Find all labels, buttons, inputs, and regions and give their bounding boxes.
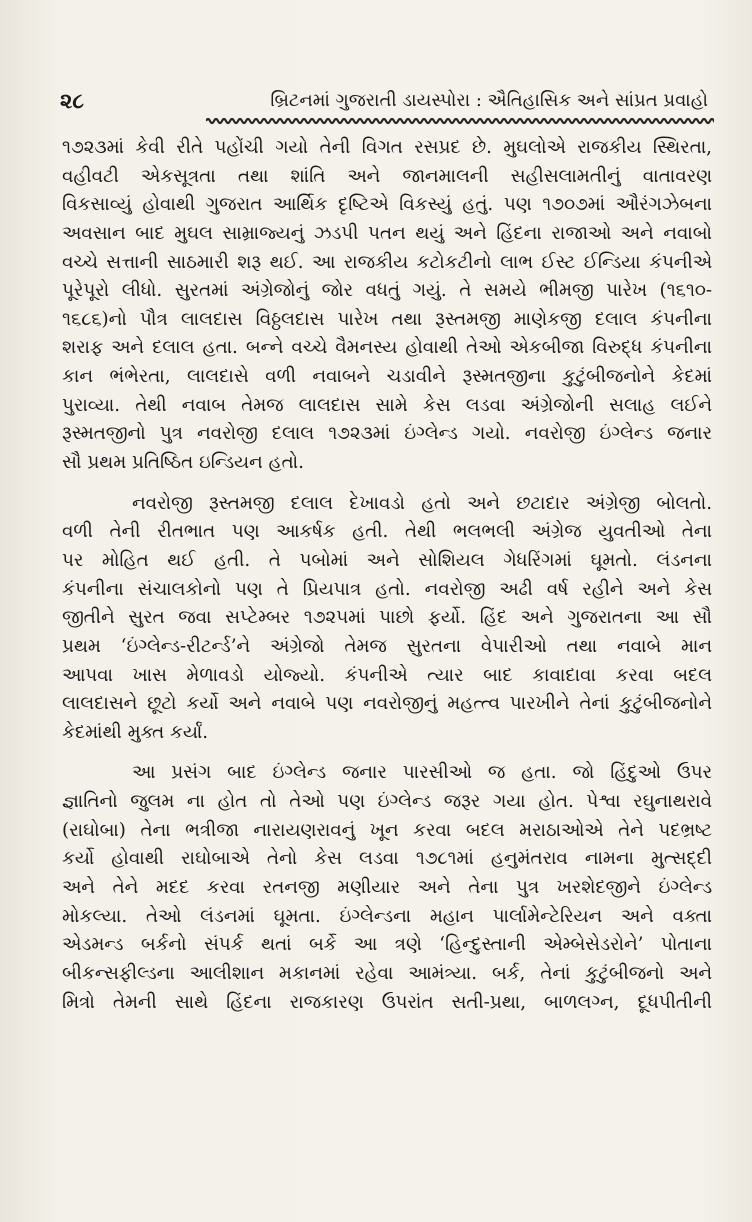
page-header (60, 86, 708, 116)
paragraph-2 (62, 490, 712, 748)
text-line: વચ્ચે સત્તાની સાઠમારી શરૂ થઈ. આ રાજકીય કટોકટીનો લાભ ઈસ્ટ ઈન્ડિયા કંપનીએ (62, 251, 712, 273)
page-number: ૨૮ (60, 88, 84, 113)
text-line: એડમન્ડ બર્કનો સંપર્ક થતાં બર્કે આ ત્રણે ‘હિન્દુસ્તાની એમ્બેસેડરોને’ પોતાના (62, 934, 712, 956)
paragraph-3 (62, 759, 712, 1017)
text-line: ૧૭૨૩માં કેવી રીતે પહોંચી ગયો તેની વિગત રસપ્રદ છે. મુઘલોએ રાજકીય સ્થિરતા, (62, 137, 712, 158)
text-line: વિકસાવ્યું હોવાથી ગુજરાત આર્થિક દૃષ્ટિએ વિકસ્યું હતું. પણ ૧૭૦૭માં ઔરંગઝેબના (62, 194, 712, 216)
text-line: બીકન્સફીલ્ડના આલીશાન મકાનમાં રહેવા આમંત્ર્યા. બર્ક, તેનાં કુટુંબીજનો અને (62, 962, 712, 984)
text-line: અને તેને મદદ કરવા રતનજી મણીયાર અને તેના પુત્ર ખરશેદજીને ઇંગ્લેન્ડ (62, 877, 712, 899)
text-line: જ્ઞાતિનો જુલમ ના હોત તો તેઓ પણ ઇંગ્લેન્ડ જરૂર ગયા હોત. પેશ્વા રઘુનાથરાવે (62, 791, 712, 813)
text-line: જીતીને સુરત જવા સપ્ટેમ્બર ૧૭૨૫માં પાછો ફર્યો. હિંદ અને ગુજરાતના આ સૌ (62, 607, 712, 629)
text-line: વહીવટી એકસૂત્રતા તથા શાંતિ અને જાનમાલની સહીસલામતીનું વાતાવરણ (62, 165, 712, 187)
text-line: પૂરેપૂરો લીધો. સુરતમાં અંગ્રેજોનું જોર વધતું ગયું. તે સમયે ભીમજી પારેખ (૧૬૧૦- (62, 280, 712, 302)
paragraph-spacer (62, 478, 712, 490)
body-text (62, 134, 712, 1017)
running-title: બ્રિટનમાં ગુજરાતી ડાયસ્પોરા : ઐતિહાસિક અને સાંપ્રત પ્રવાહો (270, 90, 708, 111)
text-line: કાન ભંભેરતા, લાલદાસે વળી નવાબને ચડાવીને રૂસ્મતજીના કુટુંબીજનોને કેદમાં (62, 366, 712, 388)
text-line: વળી તેની રીતભાત પણ આકર્ષક હતી. તેથી ભલભલી અંગ્રેજ યુવતીઓ તેના (62, 521, 712, 543)
text-line: પર મોહિત થઈ હતી. તે પબોમાં અને સોશિયલ ગેધરિંગમાં ઘૂમતો. લંડનના (62, 549, 712, 571)
text-line-indented: આ પ્રસંગ બાદ ઇંગ્લેન્ડ જનાર પારસીઓ જ હતા. જો હિંદુઓ ઉપર (132, 762, 712, 784)
text-line: મોકલ્યા. તેઓ લંડનમાં ઘૂમતા. ઇંગ્લેન્ડના મહાન પાર્લામેન્ટેરિયન અને વક્તા (62, 905, 712, 927)
text-line: લાલદાસને છૂટો કર્યો અને નવાબે પણ નવરોજીનું મહત્ત્વ પારખીને તેનાં કુટુંબીજનોને (62, 693, 712, 715)
text-line: (રાઘોબા) તેના ભત્રીજા નારાયણરાવનું ખૂન કરવા બદલ મરાઠાઓએ તેને પદભ્રષ્ટ (62, 819, 712, 841)
text-line: અવસાન બાદ મુઘલ સામ્રાજ્યનું ઝડપી પતન થયું અને હિંદના રાજાઓ અને નવાબો (62, 222, 712, 244)
text-line: પ્રથમ ‘ઇંગ્લેન્ડ-રીટર્ન્ડ’ને અંગ્રેજો તેમજ સુરતના વેપારીઓ તથા નવાબે માન (62, 635, 712, 657)
text-line: ૧૬૮૬)નો પૌત્ર લાલદાસ વિઠ્ઠલદાસ પારેખ તથા રૂસ્તમજી માણેકજી દલાલ કંપનીના (62, 308, 712, 330)
text-line: આપવા ખાસ મેળાવડો યોજ્યો. કંપનીએ ત્યાર બાદ કાવાદાવા કરવા બદલ (62, 664, 712, 686)
text-line: કંપનીના સંચાલકોનો પણ તે પ્રિયપાત્ર હતો. નવરોજી અઢી વર્ષ રહીને અને કેસ (62, 578, 712, 600)
text-line: શરાફ અને દલાલ હતા. બન્ને વચ્ચે વૈમનસ્ય હોવાથી તેઓ એકબીજા વિરુદ્ધ કંપનીના (62, 337, 712, 359)
text-line-indented: નવરોજી રૂસ્તમજી દલાલ દેખાવડો હતો અને છટાદાર અંગ્રેજી બોલતો. (132, 492, 712, 514)
paragraph-spacer (62, 747, 712, 759)
paragraph-1 (62, 134, 712, 478)
text-line: મિત્રો તેમની સાથે હિંદના રાજકારણ ઉપરાંત સતી-પ્રથા, બાળલગ્ન, દૂધપીતીની (62, 991, 712, 1013)
text-line-last: કેદમાંથી મુક્ત કર્યાં. (62, 721, 209, 743)
text-line: રૂસ્મતજીનો પુત્ર નવરોજી દલાલ ૧૭૨૩માં ઇંગ્લેન્ડ ગયો. નવરોજી ઇંગ્લેન્ડ જનાર (62, 423, 712, 445)
text-line-last: સૌ પ્રથમ પ્રતિષ્ઠિત ઇન્ડિયન હતો. (62, 452, 304, 474)
text-line: પુરાવ્યા. તેથી નવાબ તેમજ લાલદાસ સામે કેસ લડવા અંગ્રેજોની સલાહ લઈને (62, 394, 712, 416)
wavy-divider-rule (206, 116, 714, 126)
text-line: કર્યો હોવાથી રાઘોબાએ તેનો કેસ લડવા ૧૭૮૧માં હનુમંતરાવ નામના મુત્સદ્દી (62, 848, 712, 870)
